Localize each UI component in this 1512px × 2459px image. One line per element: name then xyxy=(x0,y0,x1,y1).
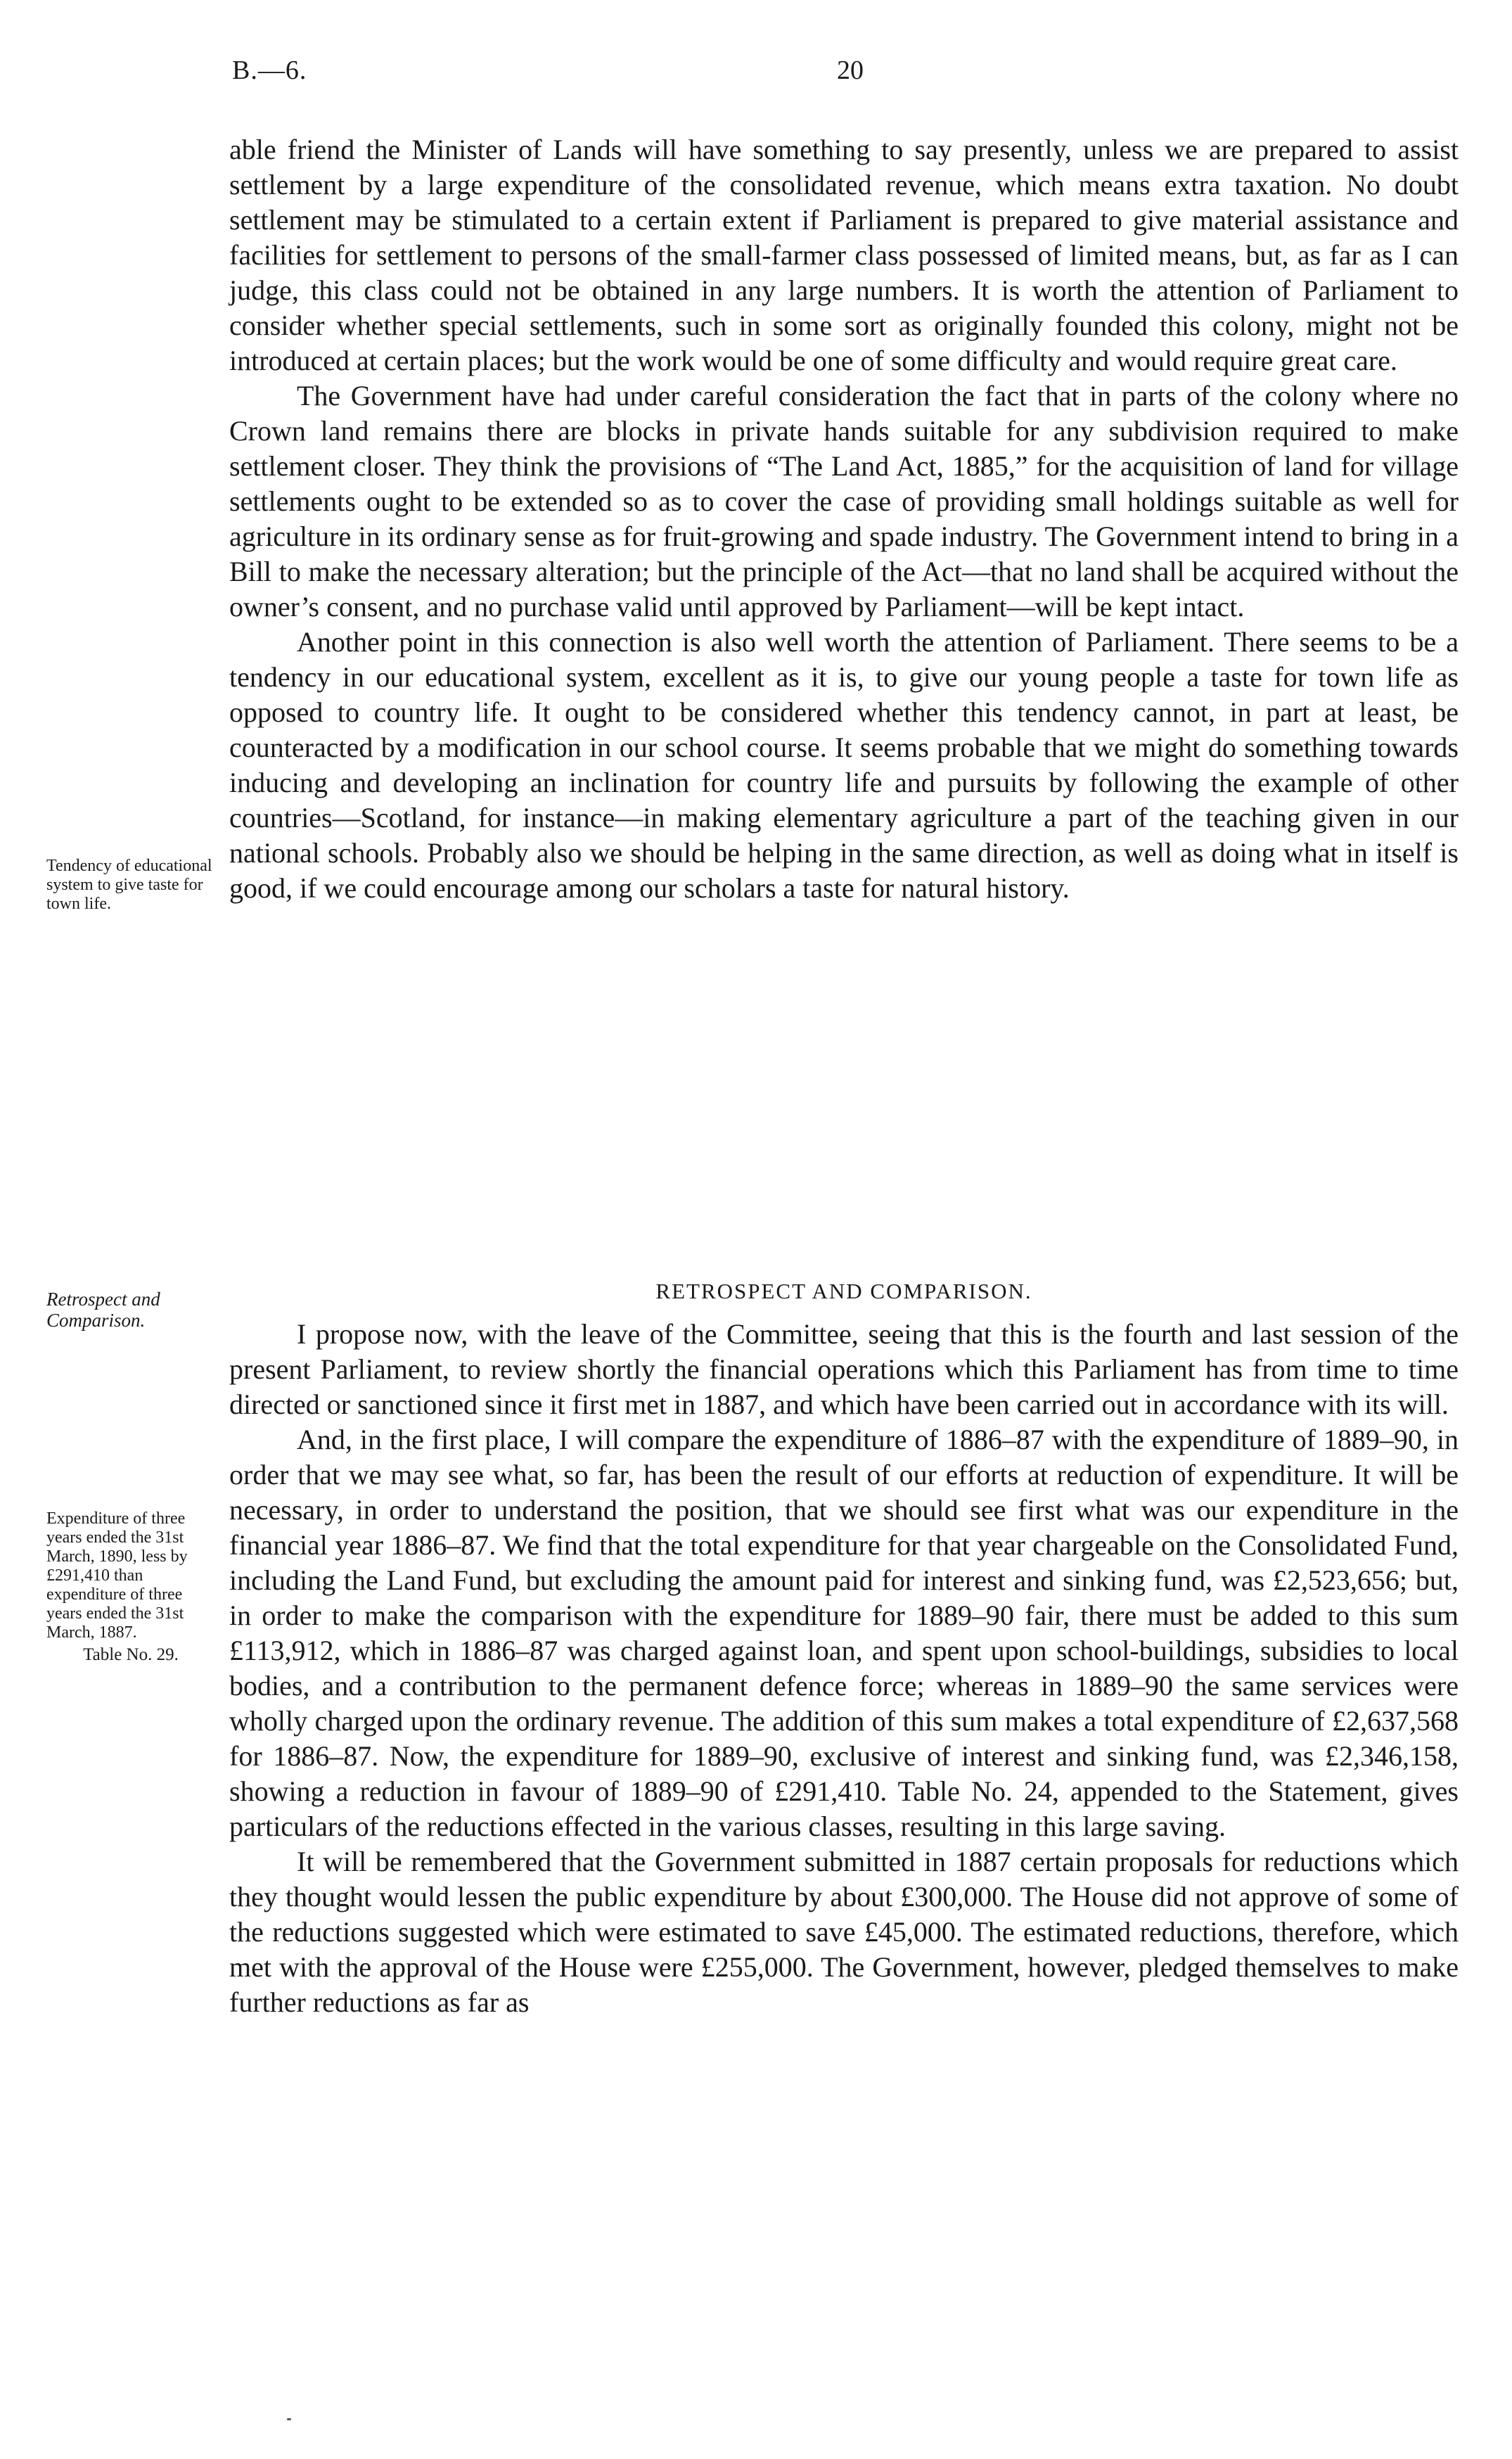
margin-note-table-ref: Table No. 29. xyxy=(83,1645,179,1664)
paragraph-review-proposal: I propose now, with the leave of the Committee, seeing that this is the fourth and last session of the present Parliament, to review shortly the financial operations which this Parliament has from time to time directed or sanctioned since it first met in 1887, and which have been carried out in accordance with its will. xyxy=(229,1318,1459,1420)
page-number: 20 xyxy=(837,56,864,85)
paragraph-expenditure-comparison: And, in the first place, I will compare the expenditure of 1886–87 with the expenditure of 1889–90, in order that we may see what, so far, has been the result of our efforts at reduction of expenditure. It will be necessary, in order to understand the position, that we should see first what was our expenditure in the financial year 1886–87. We find that the total expenditure for that year chargeable on the Consolidated Fund, including the Land Fund, but excluding the amount paid for interest and sinking fund, was £2,523,656; but, in order to make the comparison with the expenditure for 1889–90 fair, there must be added to this sum £113,912, which in 1886–87 was charged against loan, and spent upon school-buildings, subsidies to local bodies, and a contribution to the permanent defence force; whereas in 1889–90 the same services were wholly charged upon the ordinary revenue. The addition of this sum makes a total expenditure of £2,637,568 for 1886–87. Now, the expenditure for 1889–90, exclusive of interest and sinking fund, was £2,346,158, showing a reduction in favour of 1889–90 of £291,410. Table No. 24, appended to the Statement, gives particulars of the reductions effected in the various classes, resulting in this large saving. xyxy=(229,1424,1459,1842)
paragraph-continuation: able friend the Minister of Lands will have something to say presently, unless we are prepared to assist settlement by a large expenditure of the consolidated revenue, which means extra taxation. No doubt settlement may be stimulated to a certain extent if Parliament is prepared to give material assistance and facilities for settlement to persons of the small-farmer class possessed of limited means, but, as far as I can judge, this class could not be obtained in any large numbers. It is worth the attention of Parliament to consider whether special settlements, such in some sort as originally founded this colony, might not be introduced at certain places; but the work would be one of some difficulty and would require great care. xyxy=(229,134,1459,376)
paragraph-educational-system: Another point in this connection is also well worth the attention of Parliament. There seems to be a tendency in our educational system, excellent as it is, to give our young people a taste for town life as opposed to country life. It ought to be considered whether this tendency cannot, in part at least, be counteracted by a modification in our school course. It seems probable that we might do something towards inducing and developing an inclination for country life and pursuits by following the example of other countries—Scotland, for instance—in making elementary agriculture a part of the teaching given in our national schools. Probably also we should be helping in the same direction, as well as doing what in itself is good, if we could encourage among our scholars a taste for natural history. xyxy=(229,626,1459,904)
margin-note-retrospect: Retrospect and Comparison. xyxy=(46,1289,160,1331)
document-reference: B.—6. xyxy=(232,56,307,85)
print-speck xyxy=(287,2418,291,2420)
paragraph-land-act: The Government have had under careful consideration the fact that in parts of the colony where no Crown land remains there are blocks in private hands suitable for any subdivision required to make settlement closer. They think the provisions of “The Land Act, 1885,” for the acquisition of land for village settlements ought to be extended so as to cover the case of providing small holdings suitable as well for agriculture in its ordinary sense as for fruit-growing and spade industry. The Government intend to bring in a Bill to make the necessary alteration; but the principle of the Act—that no land shall be acquired without the owner’s consent, and no purchase valid until approved by Parliament—will be kept intact. xyxy=(229,380,1459,622)
page-header xyxy=(0,55,1512,97)
margin-note-expenditure-text: Expenditure of three years ended the 31st March, 1890, less by £291,410 than expenditure of three years ended the 31st March, 1887. xyxy=(46,1509,188,1642)
margin-note-expenditure xyxy=(46,1509,215,1664)
main-text-block-2 xyxy=(229,1317,1459,2020)
main-text-block-1 xyxy=(229,132,1459,906)
paragraph-reductions: It will be remembered that the Government submitted in 1887 certain proposals for reductions which they thought would lessen the public expenditure by about £300,000. The House did not approve of some of the reductions suggested which were estimated to save £45,000. The estimated reductions, therefore, which met with the approval of the House were £255,000. The Government, however, pledged themselves to make further reductions as far as xyxy=(229,1846,1459,2018)
margin-note-tendency: Tendency of educational system to give taste for town life. xyxy=(46,857,212,913)
section-heading-retrospect: RETROSPECT AND COMPARISON. xyxy=(655,1279,1032,1303)
